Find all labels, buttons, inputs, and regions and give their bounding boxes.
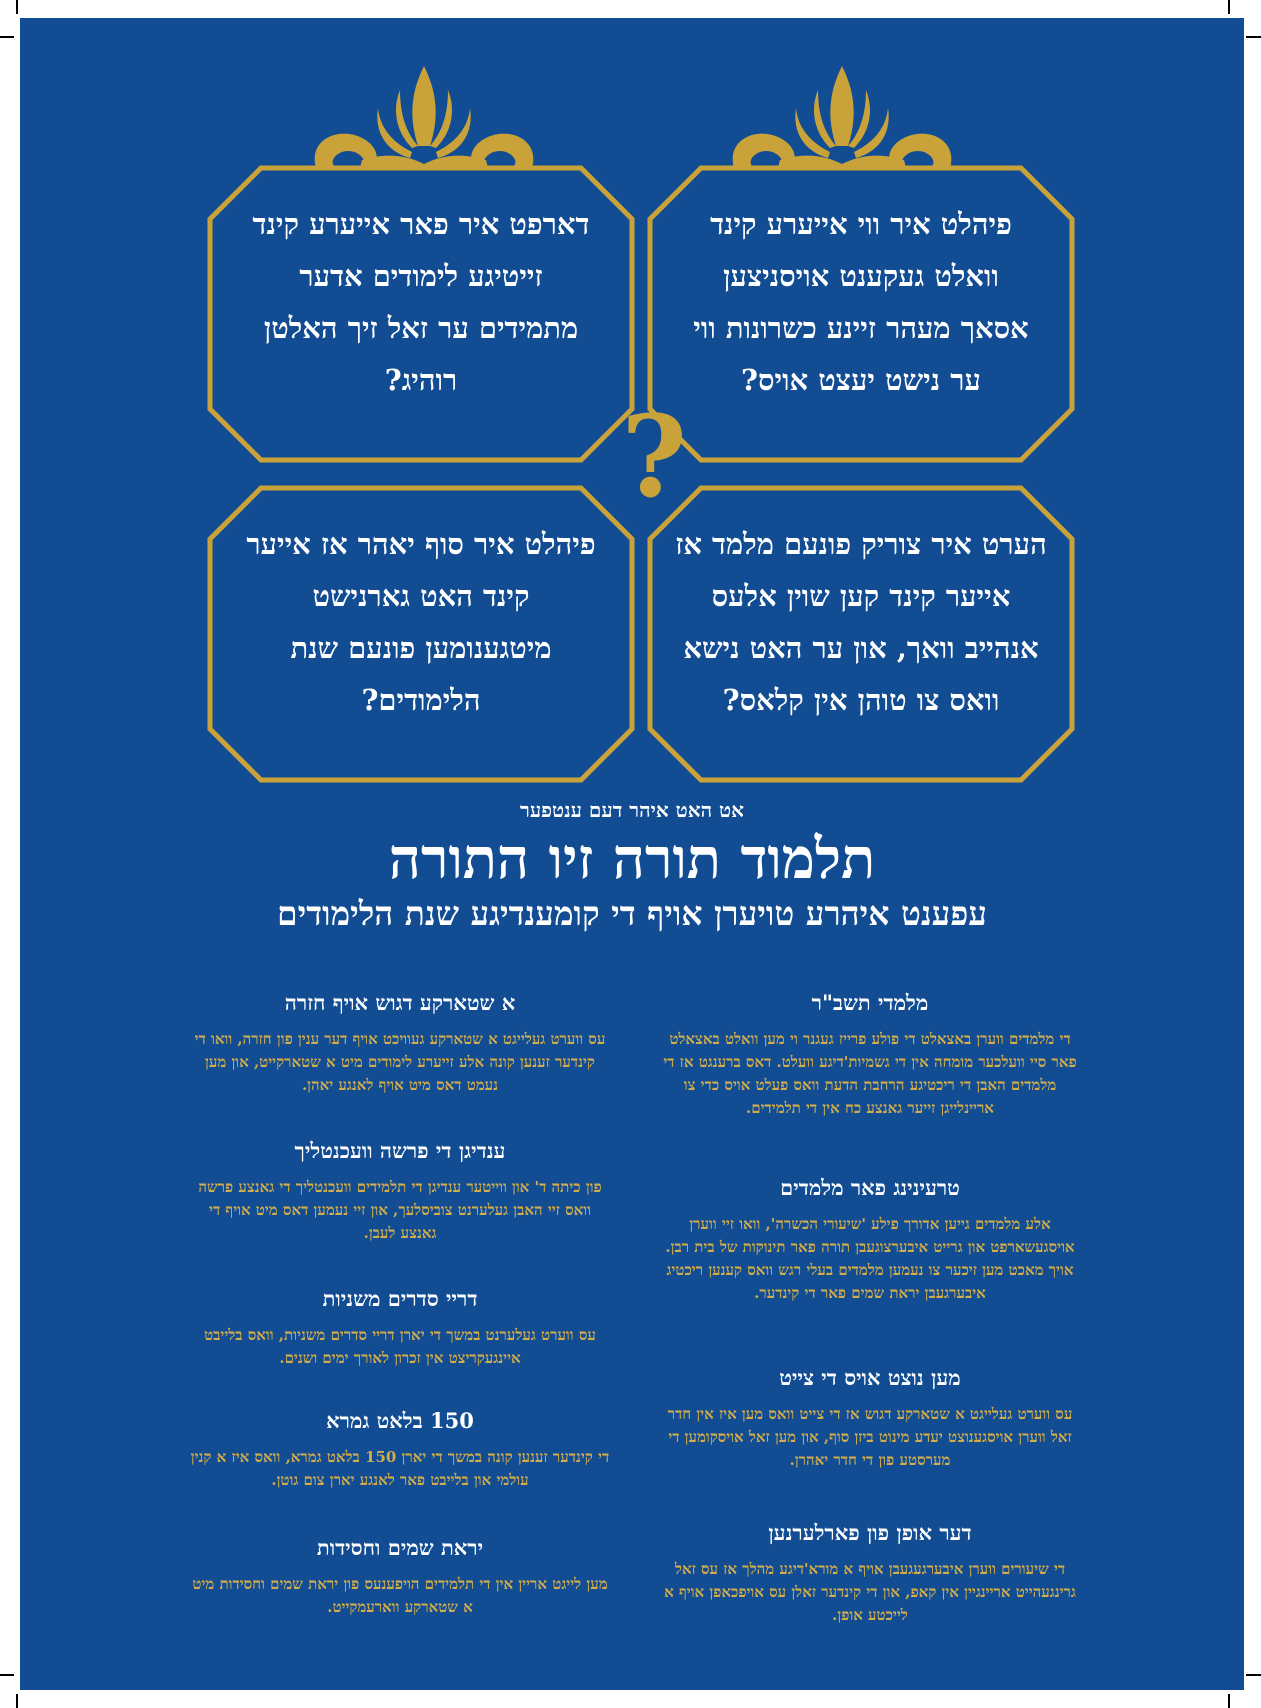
feature-section: [190, 1408, 610, 1492]
feature-body: אלע מלמדים גייען אדורך פילע 'שיעורי הכשרה', וואו זיי ווערן אויסגעשארפט און גרייט איבערצוגעבן תורה פאר תינוקות של בית רבן. אויך מאכט מען זיכער צו נעמען מלמדים בעלי רגש וואס קענען ריכטיג איבערגעבן יראת שמים פאר די קינדער.: [665, 1215, 1075, 1302]
question-top-right: פיהלט איר ווי אייערע קינד וואלט געקענט אויסניצען אסאך מעהר זיינע כשרונות ווי ער נישט יעצט אויס?: [693, 207, 1029, 397]
feature-title: טרעינינג פאר מלמדים: [780, 1175, 960, 1200]
question-top-left: דארפט איר פאר אייערע קינד זייטיגע לימודים אדער מתמידים ער זאל זיך האלטן רוהיג?: [252, 207, 590, 397]
feature-section: [660, 990, 1080, 1120]
feature-title: א שטארקע דגוש אויף חזרה: [284, 990, 516, 1015]
feature-section: [660, 1520, 1080, 1627]
features-left-column: [190, 990, 610, 1670]
headline-subtitle: עפענט איהרע טויערן אויף די קומענדיגע שנת הלימודים: [277, 894, 987, 933]
crop-mark: [1228, 1694, 1230, 1708]
feature-title: 150 בלאט גמרא: [326, 1408, 474, 1433]
crop-mark: [16, 0, 18, 14]
feature-body: עס ווערט געלייגט א שטארקע דגוש אז די צייט וואס מען איז אין חדר זאל ווערן אויסגענוצט יעדע מינוט ביזן סוף, און מען זאל אויסקומען די מערסטע פון די חדר יאהרן.: [667, 1405, 1073, 1469]
crop-mark: [1246, 1674, 1261, 1676]
feature-body: די מלמדים ווערן באצאלט די פולע פרייז געגנר וי מען וואלט באצאלט פאר סיי וועלכער מומחה אין די גשמיות'דיגע וועלט. דאס ברענגט אז די מלמדים האבן די ריכטיגע הרחבת הדעת וואס פעלט אויס כדי צו אריינלייגן זייער גאנצע כח אין די תלמידים.: [663, 1030, 1077, 1117]
feature-section: [190, 1286, 610, 1370]
headline-pretitle: אט האט איהר דעם ענטפער: [520, 798, 744, 822]
feature-body: די קינדער זענען קונה במשך די יארן 150 בלאט גמרא, וואס איז א קנין עולמי און בלייבט פאר לאנגע יארן צום גוטן.: [190, 1448, 610, 1489]
feature-section: [660, 1175, 1080, 1305]
crop-mark: [0, 1674, 14, 1676]
ornament-right-icon: [726, 60, 958, 170]
features-right-column: [660, 990, 1080, 1670]
feature-title: ענדיגן די פרשה וועכנטליך: [294, 1138, 506, 1163]
headline-title: תלמוד תורה זיו התורה: [388, 826, 876, 892]
question-bottom-right: הערט איר צוריק פונעם מלמד אז אייער קינד קען שוין אלעס אנהייב וואך, און ער האט נישא וואס צו טוהן אין קלאס?: [675, 527, 1047, 717]
question-mark-icon: ?: [621, 392, 687, 523]
ornament-left-icon: [308, 60, 540, 170]
feature-section: [190, 990, 610, 1097]
crop-mark: [1228, 0, 1230, 14]
feature-body: פון כיתה ד' און ווייטער ענדיגן די תלמידים וועכנטליך די גאנצע פרשה וואס זיי האבן געלערנט צוביסלעך, און זיי נעמען דאס מיט אויף די גאנצע לעבן.: [198, 1178, 602, 1242]
feature-title: דער אופן פון פארלערנען: [768, 1520, 972, 1545]
feature-body: די שיעורים ווערן איבערגעגעבן אויף א מורא'דיגע מהלך אז עס זאל גרינגעהייט אריינגיין אין קאפ, און די קינדער זאלן עס אויפכאפן אויף א לייכטע אופן.: [664, 1560, 1076, 1624]
feature-body: עס ווערט געלייגט א שטארקע געוויכט אויף דער ענין פון חזרה, וואו די קינדער זענען קונה אלע זייערע לימודים מיט א שטארקייט, און מען נעמט דאס מיט אויף לאנגע יאהן.: [194, 1030, 606, 1094]
feature-title: דריי סדרים משניות: [322, 1286, 478, 1311]
feature-title: יראת שמים וחסידות: [316, 1535, 484, 1560]
crop-mark: [1246, 36, 1261, 38]
question-bottom-left: פיהלט איר סוף יאהר אז אייער קינד האט גארנישט מיטגענומען פונעם שנת הלימודים?: [246, 527, 596, 717]
flyer-panel: [20, 18, 1244, 1690]
feature-title: מלמדי תשב"ר: [811, 990, 929, 1015]
feature-title: מען נוצט אויס די צייט: [779, 1365, 961, 1390]
feature-body: עס ווערט געלערנט במשך די יארן דריי סדרים משניות, וואס בלייבט איינגעקריצט אין זכרון לאורך ימים ושנים.: [204, 1326, 596, 1367]
feature-section: [660, 1365, 1080, 1472]
feature-section: [190, 1535, 610, 1619]
crop-mark: [0, 36, 14, 38]
feature-section: [190, 1138, 610, 1245]
crop-mark: [16, 1694, 18, 1708]
feature-body: מען לייגט אריין אין די תלמידים הויפענעס פון יראת שמים וחסידות מיט א שטארקע ווארעמקייט.: [192, 1575, 608, 1616]
